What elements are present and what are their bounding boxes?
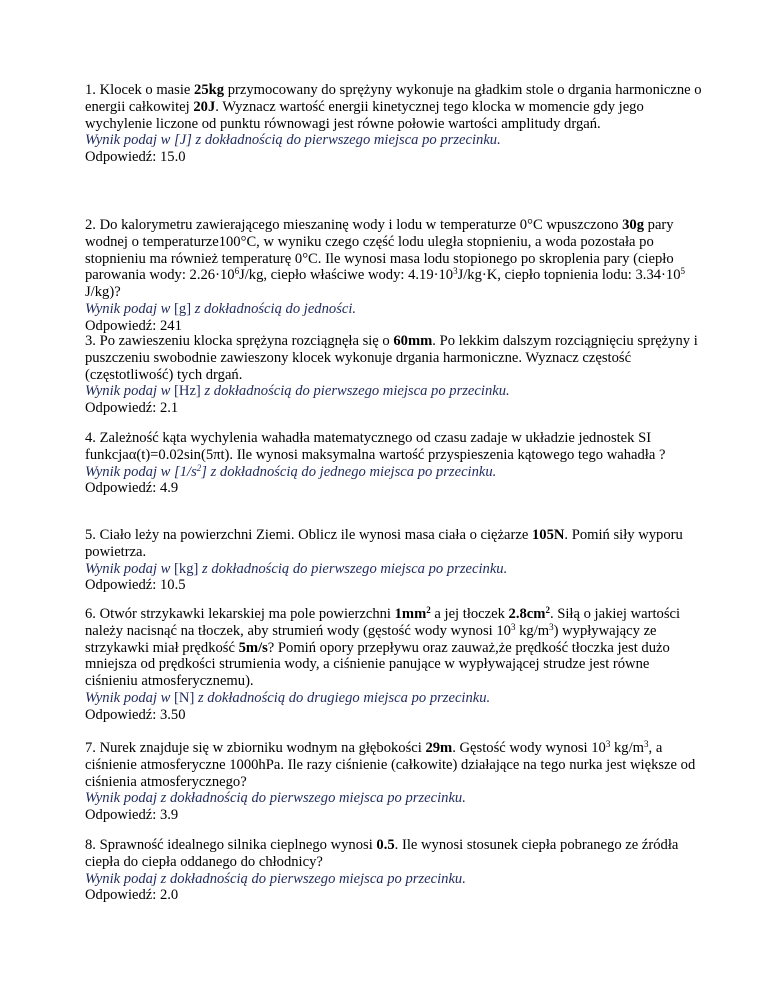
question-5: [85, 527, 705, 594]
answer-instruction: [85, 561, 705, 578]
bold-value: 20J: [193, 98, 216, 115]
superscript: 3: [510, 621, 516, 632]
answer-line: Odpowiedź: 241: [85, 317, 182, 334]
question-6: [85, 606, 705, 724]
text-run: , a ciśnienie atmosferyczne 1000hPa. Ile razy ciśnienie (całkowite) działające na tego nurka jest większe od ciśnienia atmosferycznego?: [85, 740, 696, 790]
text-run: . Ile wynosi stosunek ciepła pobranego ze źródła ciepła do ciepła oddanego do chłodnicy?: [85, 837, 679, 870]
question-3: [85, 333, 705, 417]
text-run: 7. Nurek znajduje się w zbiorniku wodnym na głębokości: [85, 740, 426, 756]
text-run: z dokładnością do drugiego miejsca po przecinku.: [194, 689, 491, 706]
question-4: [85, 430, 705, 497]
text-run: 6. Otwór strzykawki lekarskiej ma pole powierzchni: [85, 606, 395, 622]
text-run: z dokładnością do jedności.: [191, 300, 357, 317]
text-run: kg/m: [610, 740, 645, 756]
text-run: Wynik podaj w: [85, 300, 175, 317]
text-run: 1mm: [394, 606, 427, 622]
unit: [kg]: [174, 560, 199, 577]
answer-line: Odpowiedź: 3.9: [85, 807, 179, 824]
question-2: [85, 217, 705, 335]
unit: [Hz]: [174, 383, 201, 400]
question-text: [85, 837, 705, 871]
text-run: z dokładnością do pierwszego miejsca po przecinku.: [200, 383, 510, 400]
text-run: Wynik podaj w [1/s: [85, 463, 197, 480]
text-run: 2.8cm: [508, 606, 546, 622]
question-8: [85, 837, 705, 904]
answer-instruction: [85, 464, 705, 481]
question-text: [85, 217, 705, 301]
answer-line: Odpowiedź: 10.5: [85, 577, 186, 594]
text-run: kg/m: [515, 622, 550, 639]
text-run: . Wyznacz wartość energii kinetycznej tego klocka w momencie gdy jego wychylenie liczone od punktu równowagi jest równe połowie wartości amplitudy drgań.: [85, 98, 644, 132]
answer-instruction: [85, 690, 705, 707]
answer-instruction: Wynik podaj z dokładnością do pierwszego miejsca po przecinku.: [85, 870, 466, 887]
answer-line: Odpowiedź: 2.0: [85, 887, 179, 904]
text-run: J/kg·K, ciepło topnienia lodu: 3.34·10: [457, 267, 681, 284]
text-run: 1. Klocek o masie: [85, 82, 195, 98]
question-text: [85, 527, 705, 561]
text-run: Wynik podaj w: [85, 383, 175, 400]
question-text: [85, 606, 705, 690]
bold-value: [509, 606, 550, 622]
text-run: Wynik podaj w: [85, 560, 175, 577]
text-run: Wynik podaj w: [85, 689, 175, 706]
answer-line: Odpowiedź: 4.9: [85, 480, 179, 497]
bold-value: 0.5: [376, 837, 395, 853]
text-run: 5. Ciało leży na powierzchni Ziemi. Oblicz ile wynosi masa ciała o ciężarze: [85, 527, 532, 543]
superscript: 6: [234, 266, 240, 277]
text-run: a jej tłoczek: [430, 606, 509, 622]
question-text: 4. Zależność kąta wychylenia wahadła matematycznego od czasu zadaje w układzie jednostek SI funkcjaα(t)=0.02sin(5πt). Ile wynosi maksymalna wartość przyspieszenia kątowego tego wahadła ?: [85, 430, 666, 463]
text-run: 3. Po zawieszeniu klocka sprężyna rozciągnęła się o: [85, 333, 394, 349]
question-7: [85, 740, 705, 824]
answer-instruction: [85, 301, 705, 318]
bold-value: 25kg: [194, 82, 225, 98]
answer-instruction: [85, 383, 705, 400]
bold-value: 30g: [622, 217, 644, 233]
text-run: J/kg, ciepło właściwe wody: 4.19·10: [239, 267, 454, 284]
superscript: 2: [196, 462, 202, 473]
text-run: . Po lekkim dalszym rozciągnięciu sprężyny i puszczeniu swobodnie zawieszony klocek wykonuje drgania harmoniczne. Wyznacz częstość (częstotliwość) tych drgań.: [85, 333, 698, 383]
text-run: . Gęstość wody wynosi 10: [452, 740, 606, 756]
bold-value: 5m/s: [238, 639, 268, 656]
answer-instruction: Wynik podaj w [J] z dokładnością do pierwszego miejsca po przecinku.: [85, 132, 501, 149]
text-run: ? Pomiń opory przepływu oraz zauważ,że prędkość tłoczka jest dużo mniejsza od prędkości strumienia wody, a ciśnienie panujące w wypływającej strudze jest równe ciśnieniu atmosferycznemu).: [85, 639, 670, 690]
bold-value: 60mm: [393, 333, 433, 349]
superscript: 3: [453, 266, 458, 277]
superscript: 3: [549, 621, 554, 632]
answer-line: Odpowiedź: 15.0: [85, 149, 186, 166]
superscript: 3: [644, 739, 649, 749]
text-run: z dokładnością do pierwszego miejsca po przecinku.: [198, 560, 508, 577]
question-text: [85, 333, 705, 383]
unit: [g]: [174, 300, 192, 317]
question-text: [85, 82, 705, 132]
text-run: . Siłą o jakiej wartości należy nacisnąć na tłoczek, aby strumień wody (gęstość wody wynosi 10: [85, 606, 681, 639]
answer-line: Odpowiedź: 2.1: [85, 400, 179, 417]
superscript: 5: [680, 266, 686, 277]
bold-value: 29m: [425, 740, 453, 756]
text-run: . Pomiń siły wyporu powietrza.: [85, 527, 683, 560]
text-run: J/kg)?: [85, 284, 121, 301]
superscript: 2: [545, 605, 550, 615]
answer-line: Odpowiedź: 3.50: [85, 706, 186, 723]
text-run: pary wodnej o temperaturze100°C, w wyniku czego część lodu uległa stopnieniu, a woda pozostała po stopnieniu ma również temperaturę 0°C. Ile wynosi masa lodu stopionego po skroplenia pary (ciepło parowania wody: 2.26·10: [85, 217, 674, 284]
question-1: [85, 82, 705, 166]
text-run: 2. Do kalorymetru zawierającego mieszaninę wody i lodu w temperaturze 0°C wpuszczono: [85, 217, 623, 233]
bold-value: [395, 606, 431, 622]
text-run: ) wypływający ze strzykawki miał prędkość: [85, 622, 657, 656]
text-run: 8. Sprawność idealnego silnika cieplnego wynosi: [85, 837, 377, 853]
text-run: przymocowany do sprężyny wykonuje na gładkim stole o drgania harmoniczne o energii całkowitej: [85, 82, 702, 115]
bold-value: 105N: [531, 527, 565, 543]
text-run: ] z dokładnością do jednego miejsca po przecinku.: [201, 463, 497, 480]
answer-instruction: Wynik podaj z dokładnością do pierwszego miejsca po przecinku.: [85, 790, 466, 807]
question-text: [85, 740, 705, 790]
unit: [N]: [174, 689, 195, 706]
superscript: 3: [605, 739, 611, 749]
superscript: 2: [426, 605, 431, 615]
